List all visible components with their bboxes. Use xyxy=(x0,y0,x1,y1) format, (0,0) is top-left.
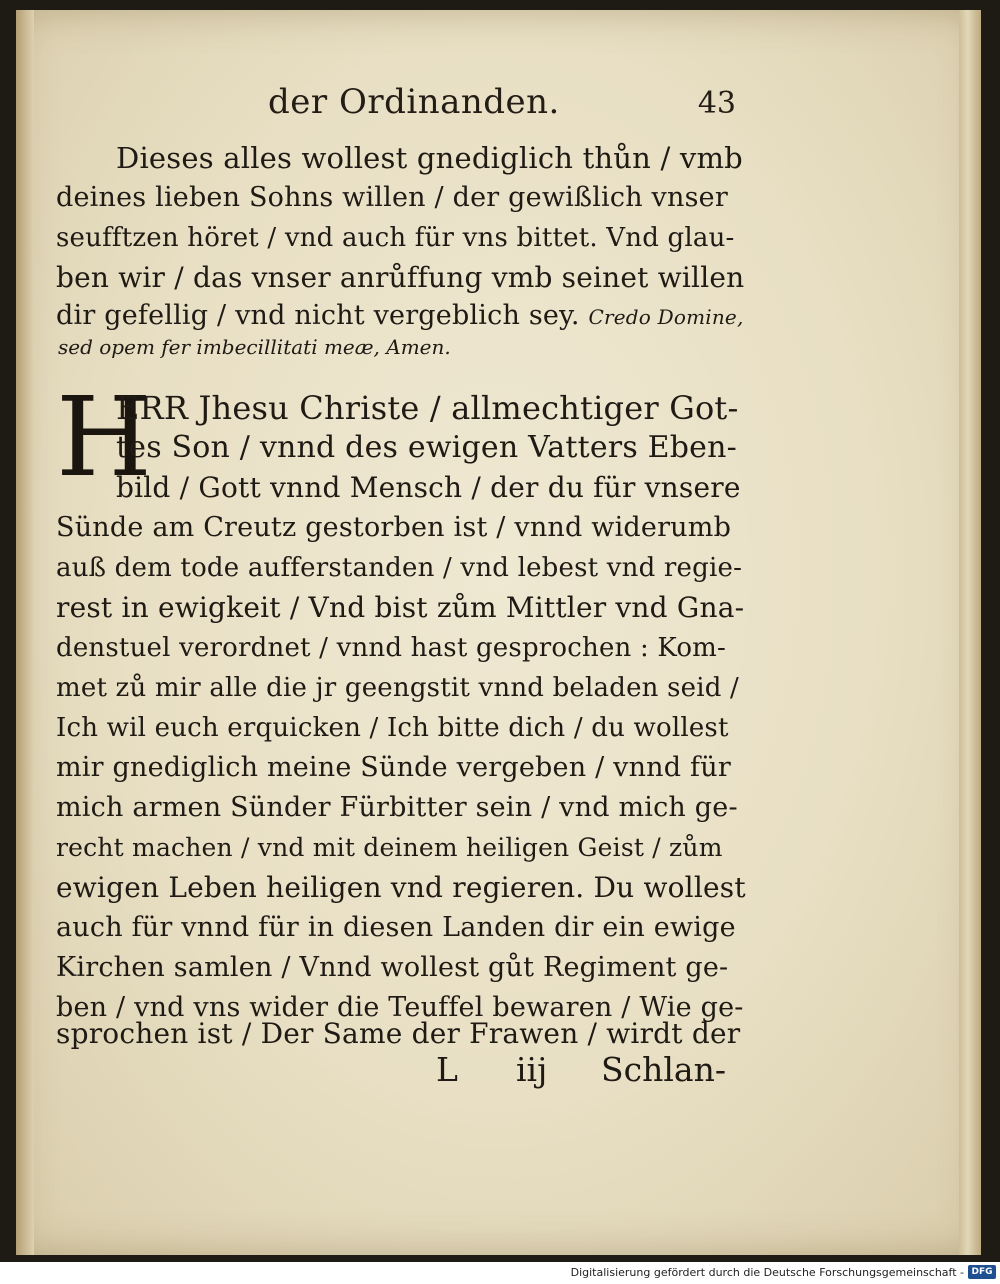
prayer-line: auß dem tode aufferstanden / vnd lebest vnd regie- xyxy=(56,553,743,583)
text-line: dir gefellig / vnd nicht vergeblich sey. xyxy=(56,300,580,331)
text-line: Dieses alles wollest gnediglich thůn / vmb xyxy=(116,141,743,175)
text-line-with-latin xyxy=(56,296,744,337)
page-edge xyxy=(959,10,981,1255)
text-line: seufftzen höret / vnd auch für vns bittet. Vnd glau- xyxy=(56,223,735,253)
prayer-line: Ich wil euch erquicken / Ich bitte dich / du wollest xyxy=(56,713,729,743)
prayer-line: ewigen Leben heiligen vnd regieren. Du wollest xyxy=(56,871,746,904)
prayer-line: mir gnediglich meine Sünde vergeben / vnnd für xyxy=(56,752,731,783)
page-number: 43 xyxy=(697,86,736,121)
page-gutter xyxy=(16,10,34,1255)
prayer-line: ERR Jhesu Christe / allmechtiger Got- xyxy=(116,389,739,427)
dfg-logo: DFG xyxy=(968,1265,996,1279)
text-line: deines lieben Sohns willen / der gewißlich vnser xyxy=(56,182,728,213)
prayer-line: bild / Gott vnnd Mensch / der du für vnsere xyxy=(116,471,741,504)
prayer-line: Kirchen samlen / Vnnd wollest gůt Regiment ge- xyxy=(56,952,729,983)
catchword: Schlan- xyxy=(601,1050,726,1089)
signature-mark: L xyxy=(436,1050,458,1089)
prayer-line: met zů mir alle die jr geengstit vnnd beladen seid / xyxy=(56,673,739,703)
catchword-row xyxy=(436,1050,736,1094)
prayer-line: rest in ewigkeit / Vnd bist zům Mittler vnd Gna- xyxy=(56,591,745,624)
prayer-line: tes Son / vnnd des ewigen Vatters Eben- xyxy=(116,430,737,465)
running-head: der Ordinanden. xyxy=(268,82,560,122)
signature-number: iij xyxy=(516,1050,548,1089)
book-page xyxy=(16,10,981,1255)
latin-inline: Credo Domine, xyxy=(588,305,744,329)
prayer-line: sprochen ist / Der Same der Frawen / wirdt der xyxy=(56,1017,741,1050)
footer-bar xyxy=(0,1262,1000,1284)
drop-cap-initial: H xyxy=(56,373,152,501)
prayer-line: Sünde am Creutz gestorben ist / vnnd widerumb xyxy=(56,512,732,543)
prayer-line: denstuel verordnet / vnnd hast gesprochen : Kom- xyxy=(56,633,727,663)
prayer-line: mich armen Sünder Fürbitter sein / vnd mich ge- xyxy=(56,792,738,823)
prayer-line: ben / vnd vns wider die Teuffel bewaren / Wie ge- xyxy=(56,992,744,1023)
text-line: ben wir / das vnser anrůffung vmb seinet willen xyxy=(56,261,745,294)
funding-notice: Digitalisierung gefördert durch die Deutsche Forschungsgemeinschaft - xyxy=(570,1266,964,1279)
page-header xyxy=(246,82,736,132)
prayer-line: auch für vnnd für in diesen Landen dir ein ewige xyxy=(56,912,736,943)
prayer-line: recht machen / vnd mit deinem heiligen Geist / zům xyxy=(56,833,723,862)
latin-line: sed opem fer imbecillitati meæ, Amen. xyxy=(58,335,451,359)
